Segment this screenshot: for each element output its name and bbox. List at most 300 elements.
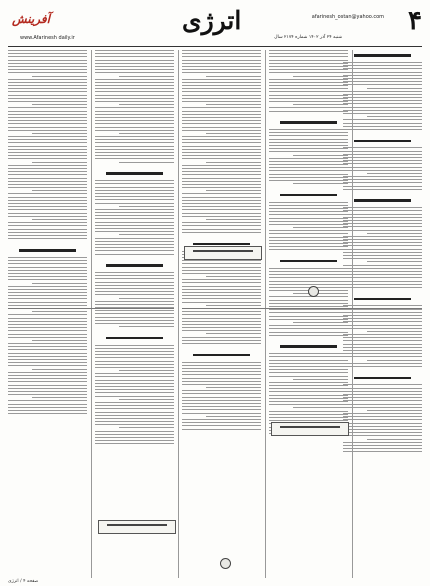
text-line — [206, 416, 261, 417]
text-line — [269, 214, 348, 215]
text-line — [269, 230, 348, 231]
text-line — [8, 117, 87, 118]
text-line — [269, 107, 348, 108]
text-line — [343, 426, 422, 427]
text-line — [269, 85, 348, 86]
text-line — [8, 381, 87, 382]
text-line — [206, 133, 261, 134]
text-line — [119, 162, 174, 163]
text-line — [182, 193, 261, 194]
text-line — [182, 390, 261, 391]
text-line — [8, 127, 87, 128]
text-line — [343, 72, 422, 73]
text-line — [269, 158, 348, 159]
text-line — [95, 320, 174, 321]
text-line — [269, 240, 348, 241]
text-line — [95, 120, 174, 121]
text-line — [95, 146, 174, 147]
text-line — [182, 127, 261, 128]
text-line — [8, 263, 87, 264]
text-line — [182, 225, 261, 226]
text-line — [293, 104, 348, 105]
text-line — [8, 337, 87, 338]
text-line — [182, 209, 261, 210]
text-line — [343, 287, 422, 288]
text-line — [95, 199, 174, 200]
text-line — [8, 85, 87, 86]
text-line — [8, 235, 87, 236]
notice-text-block — [95, 168, 174, 257]
text-line — [269, 411, 348, 412]
text-line — [182, 400, 261, 401]
text-line — [8, 165, 87, 166]
text-line — [269, 300, 348, 301]
text-line — [269, 208, 348, 209]
text-line — [182, 260, 261, 261]
text-line — [8, 63, 87, 64]
text-line — [182, 178, 261, 179]
text-line — [95, 101, 174, 102]
text-line — [182, 267, 261, 268]
notice-heading — [95, 170, 174, 177]
text-line — [343, 129, 422, 130]
text-line — [95, 228, 174, 229]
text-line — [182, 406, 261, 407]
notice-text-block — [343, 372, 422, 454]
text-line — [343, 97, 422, 98]
official-seal-icon — [220, 558, 231, 569]
text-line — [182, 381, 261, 382]
text-line — [8, 410, 87, 411]
text-line — [269, 284, 348, 285]
text-line — [269, 237, 348, 238]
text-line — [8, 365, 87, 366]
text-line — [8, 267, 87, 268]
text-line — [95, 222, 174, 223]
text-line — [343, 429, 422, 430]
text-line — [343, 344, 422, 345]
text-line — [182, 365, 261, 366]
text-line — [95, 91, 174, 92]
text-line — [343, 281, 422, 282]
text-line — [95, 209, 174, 210]
text-line — [343, 226, 422, 227]
text-line — [182, 117, 261, 118]
text-line — [269, 142, 348, 143]
text-line — [95, 190, 174, 191]
text-line — [269, 372, 348, 373]
text-line — [182, 60, 261, 61]
text-line — [95, 247, 174, 248]
text-line — [8, 101, 87, 102]
text-line — [269, 296, 348, 297]
text-line — [367, 261, 422, 262]
text-line — [182, 419, 261, 420]
text-line — [343, 451, 422, 452]
text-line — [8, 314, 87, 315]
text-line — [8, 142, 87, 143]
text-line — [95, 136, 174, 137]
text-line — [343, 366, 422, 367]
text-line — [343, 404, 422, 405]
text-line — [95, 183, 174, 184]
column-divider — [265, 50, 266, 578]
text-line — [269, 417, 348, 418]
text-line — [95, 72, 174, 73]
boxed-notice — [271, 422, 349, 436]
text-line — [182, 155, 261, 156]
notice-text-block — [269, 117, 348, 186]
text-line — [95, 79, 174, 80]
text-line — [343, 214, 422, 215]
text-line — [95, 351, 174, 352]
text-line — [182, 393, 261, 394]
text-line — [343, 245, 422, 246]
text-line — [269, 129, 348, 130]
text-line — [182, 321, 261, 322]
text-line — [8, 193, 87, 194]
text-line — [182, 146, 261, 147]
text-line — [367, 331, 422, 332]
text-line — [182, 174, 261, 175]
text-line — [269, 414, 348, 415]
text-line — [269, 376, 348, 377]
text-line — [343, 62, 422, 63]
text-line — [269, 271, 348, 272]
text-line — [95, 392, 174, 393]
text-line — [269, 95, 348, 96]
text-line — [8, 155, 87, 156]
text-line — [95, 63, 174, 64]
text-line — [343, 328, 422, 329]
text-line — [343, 363, 422, 364]
text-line — [8, 197, 87, 198]
text-line — [119, 133, 174, 134]
text-line — [8, 203, 87, 204]
text-line — [343, 176, 422, 177]
text-line — [182, 149, 261, 150]
text-line — [269, 218, 348, 219]
text-line — [8, 213, 87, 214]
text-line — [269, 135, 348, 136]
text-line — [8, 391, 87, 392]
text-line — [8, 295, 87, 296]
text-line — [293, 155, 348, 156]
text-line — [182, 302, 261, 303]
text-line — [32, 369, 87, 370]
text-line — [206, 276, 261, 277]
text-line — [95, 117, 174, 118]
notice-text-block — [95, 333, 174, 447]
column-2 — [95, 50, 174, 578]
text-line — [182, 200, 261, 201]
text-line — [8, 152, 87, 153]
text-line — [95, 85, 174, 86]
text-line — [182, 111, 261, 112]
text-line — [95, 443, 174, 444]
text-line — [269, 382, 348, 383]
notice-text-block — [343, 135, 422, 192]
website-url[interactable]: www.Afarinesh daily.ir — [20, 35, 75, 41]
text-line — [269, 306, 348, 307]
text-line — [95, 304, 174, 305]
text-line — [343, 223, 422, 224]
text-line — [95, 225, 174, 226]
text-line — [343, 391, 422, 392]
text-line — [95, 82, 174, 83]
notice-text-block — [343, 293, 422, 369]
text-line — [343, 65, 422, 66]
text-line — [8, 56, 87, 57]
text-line — [182, 378, 261, 379]
ads-columns — [8, 50, 422, 578]
text-line — [8, 107, 87, 108]
text-line — [8, 158, 87, 159]
text-line — [269, 363, 348, 364]
text-line — [182, 203, 261, 204]
text-line — [119, 206, 174, 207]
column-divider — [91, 50, 92, 578]
text-line — [95, 357, 174, 358]
notice-heading — [343, 137, 422, 144]
text-line — [182, 337, 261, 338]
newspaper-logo: اترژی — [182, 6, 242, 35]
text-line — [343, 268, 422, 269]
text-line — [343, 397, 422, 398]
text-line — [95, 348, 174, 349]
text-line — [269, 316, 348, 317]
column-4 — [269, 50, 348, 578]
text-line — [343, 284, 422, 285]
text-line — [182, 374, 261, 375]
text-line — [269, 335, 348, 336]
text-line — [95, 203, 174, 204]
text-line — [293, 407, 348, 408]
text-line — [95, 408, 174, 409]
text-line — [8, 216, 87, 217]
notice-text-block — [8, 50, 87, 241]
text-line — [95, 317, 174, 318]
text-line — [182, 130, 261, 131]
text-line — [8, 168, 87, 169]
text-line — [8, 91, 87, 92]
text-line — [343, 356, 422, 357]
text-line — [8, 53, 87, 54]
text-line — [269, 151, 348, 152]
text-line — [343, 416, 422, 417]
text-line — [95, 367, 174, 368]
text-line — [8, 72, 87, 73]
text-line — [95, 114, 174, 115]
text-line — [182, 168, 261, 169]
text-line — [343, 400, 422, 401]
text-line — [95, 313, 174, 314]
text-line — [95, 193, 174, 194]
text-line — [8, 330, 87, 331]
text-line — [8, 114, 87, 115]
text-line — [8, 372, 87, 373]
text-line — [8, 327, 87, 328]
text-line — [182, 298, 261, 299]
text-line — [269, 88, 348, 89]
text-line — [95, 437, 174, 438]
text-line — [269, 101, 348, 102]
text-line — [182, 318, 261, 319]
text-line — [206, 305, 261, 306]
text-line — [343, 318, 422, 319]
text-line — [119, 370, 174, 371]
text-line — [182, 101, 261, 102]
text-line — [343, 321, 422, 322]
text-line — [119, 76, 174, 77]
text-line — [182, 206, 261, 207]
text-line — [269, 63, 348, 64]
text-line — [293, 293, 348, 294]
text-line — [343, 255, 422, 256]
text-line — [32, 76, 87, 77]
text-line — [8, 206, 87, 207]
text-line — [95, 231, 174, 232]
text-line — [182, 403, 261, 404]
text-line — [206, 387, 261, 388]
text-line — [343, 325, 422, 326]
text-line — [343, 242, 422, 243]
text-line — [182, 362, 261, 363]
text-line — [182, 222, 261, 223]
text-line — [343, 119, 422, 120]
text-line — [32, 397, 87, 398]
text-line — [8, 187, 87, 188]
text-line — [8, 130, 87, 131]
text-line — [95, 254, 174, 255]
text-line — [95, 323, 174, 324]
text-line — [95, 376, 174, 377]
text-line — [182, 327, 261, 328]
contact-email[interactable]: afarinesh_ostan@yahoo.com — [311, 14, 384, 20]
text-line — [269, 404, 348, 405]
text-line — [343, 160, 422, 161]
text-line — [8, 394, 87, 395]
text-line — [206, 190, 261, 191]
text-line — [269, 388, 348, 389]
text-line — [182, 340, 261, 341]
text-line — [8, 95, 87, 96]
text-line — [293, 76, 348, 77]
text-line — [182, 114, 261, 115]
text-line — [182, 384, 261, 385]
text-line — [8, 238, 87, 239]
text-line — [182, 273, 261, 274]
text-line — [206, 333, 261, 334]
text-line — [8, 139, 87, 140]
text-line — [269, 91, 348, 92]
text-line — [343, 94, 422, 95]
text-line — [8, 260, 87, 261]
text-line — [8, 305, 87, 306]
text-line — [95, 389, 174, 390]
text-line — [343, 103, 422, 104]
text-line — [8, 171, 87, 172]
text-line — [8, 404, 87, 405]
notice-text-block — [8, 245, 87, 416]
text-line — [182, 98, 261, 99]
text-line — [8, 200, 87, 201]
text-line — [182, 50, 261, 51]
text-line — [95, 130, 174, 131]
text-line — [8, 334, 87, 335]
text-line — [269, 174, 348, 175]
boxed-notice — [98, 520, 176, 534]
text-line — [182, 425, 261, 426]
text-line — [343, 179, 422, 180]
text-line — [182, 63, 261, 64]
text-line — [343, 78, 422, 79]
text-line — [95, 431, 174, 432]
text-line — [8, 50, 87, 51]
text-line — [343, 448, 422, 449]
text-line — [8, 111, 87, 112]
text-line — [182, 91, 261, 92]
text-line — [8, 298, 87, 299]
text-line — [8, 209, 87, 210]
text-line — [269, 277, 348, 278]
text-line — [95, 288, 174, 289]
text-line — [182, 232, 261, 233]
text-line — [343, 217, 422, 218]
boxed-notice — [184, 246, 262, 260]
text-line — [269, 98, 348, 99]
text-line — [182, 397, 261, 398]
notice-heading — [95, 262, 174, 269]
text-line — [182, 165, 261, 166]
text-line — [95, 158, 174, 159]
text-line — [182, 324, 261, 325]
text-line — [269, 164, 348, 165]
text-line — [343, 189, 422, 190]
text-line — [95, 345, 174, 346]
text-line — [269, 82, 348, 83]
text-line — [343, 340, 422, 341]
text-line — [8, 289, 87, 290]
text-line — [8, 174, 87, 175]
text-line — [95, 272, 174, 273]
text-line — [8, 123, 87, 124]
text-line — [32, 162, 87, 163]
text-line — [269, 312, 348, 313]
text-line — [8, 82, 87, 83]
text-line — [269, 303, 348, 304]
notice-text-block — [95, 260, 174, 329]
text-line — [343, 110, 422, 111]
text-line — [269, 309, 348, 310]
text-line — [206, 162, 261, 163]
text-line — [8, 232, 87, 233]
masthead-rule — [8, 46, 422, 47]
text-line — [8, 378, 87, 379]
text-line — [182, 88, 261, 89]
text-line — [95, 187, 174, 188]
text-line — [343, 91, 422, 92]
text-line — [182, 123, 261, 124]
notice-text-block — [269, 190, 348, 253]
text-line — [182, 343, 261, 344]
text-line — [8, 229, 87, 230]
text-line — [293, 227, 348, 228]
text-line — [269, 243, 348, 244]
text-line — [182, 187, 261, 188]
text-line — [95, 405, 174, 406]
text-line — [269, 202, 348, 203]
